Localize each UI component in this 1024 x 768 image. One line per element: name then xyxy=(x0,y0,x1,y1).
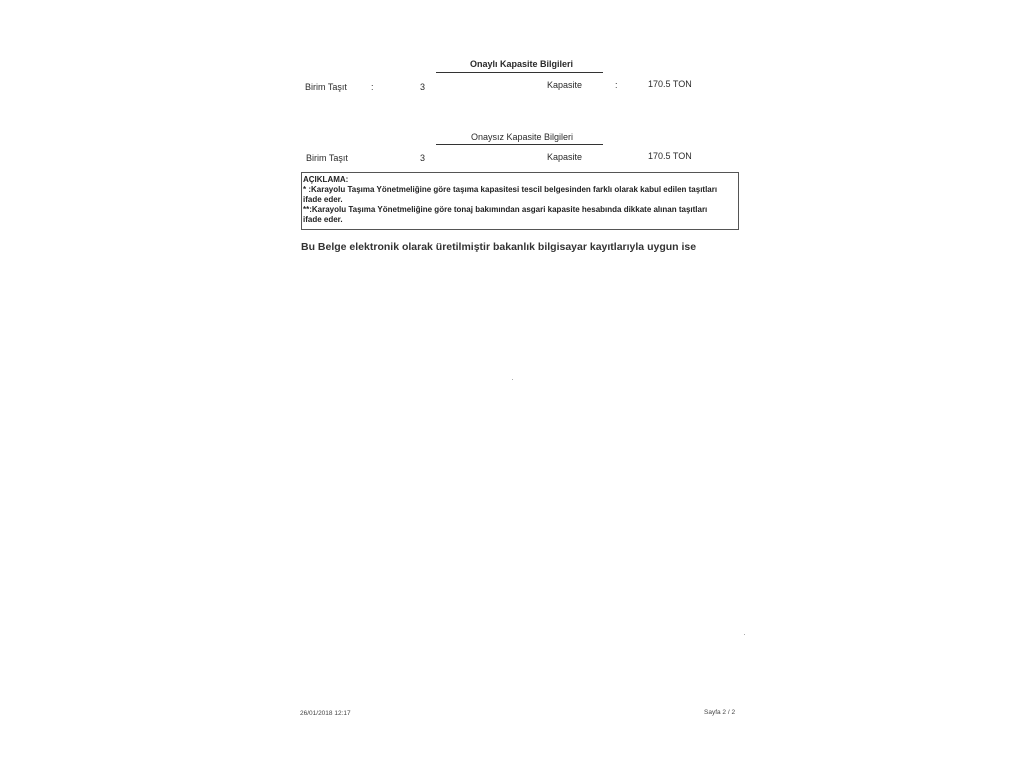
approved-capacity-title: Onaylı Kapasite Bilgileri xyxy=(470,59,574,69)
explanation-box xyxy=(301,172,739,230)
unapproved-unit-label: Birim Taşıt xyxy=(306,153,348,163)
approved-unit-label: Birim Taşıt xyxy=(305,82,347,92)
explanation-line-3: **:Karayolu Taşıma Yönetmeliğine göre tonaj bakımından asgari kapasite hesabında dikkate alınan taşıtları xyxy=(303,205,708,214)
approved-unit-separator: : xyxy=(371,82,374,92)
electronic-document-notice: Bu Belge elektronik olarak üretilmiştir bakanlık bilgisayar kayıtlarıyla uygun ise xyxy=(301,241,697,253)
unapproved-capacity-value: 170.5 TON xyxy=(648,151,692,161)
unapproved-capacity-title: Onaysız Kapasite Bilgileri xyxy=(471,132,574,142)
approved-capacity-separator: : xyxy=(615,80,618,90)
unapproved-title-underline xyxy=(436,144,603,145)
scan-speck xyxy=(512,379,513,380)
footer-page-number: Sayfa 2 / 2 xyxy=(704,709,736,716)
approved-unit-value: 3 xyxy=(420,82,426,92)
unapproved-capacity-label: Kapasite xyxy=(547,152,583,162)
explanation-line-1: * :Karayolu Taşıma Yönetmeliğine göre taşıma kapasitesi tescil belgesinden farklı olarak kabul edilen taşıtları xyxy=(303,185,718,194)
approved-title-underline xyxy=(436,72,603,73)
approved-capacity-value: 170.5 TON xyxy=(648,79,692,89)
explanation-heading: AÇIKLAMA: xyxy=(303,175,349,184)
approved-capacity-label: Kapasite xyxy=(547,80,583,90)
footer-datetime: 26/01/2018 12:17 xyxy=(300,710,351,717)
explanation-line-4: ifade eder. xyxy=(303,215,343,224)
unapproved-unit-value: 3 xyxy=(420,153,426,163)
explanation-line-2: ifade eder. xyxy=(303,195,343,204)
scan-speck xyxy=(744,634,745,635)
